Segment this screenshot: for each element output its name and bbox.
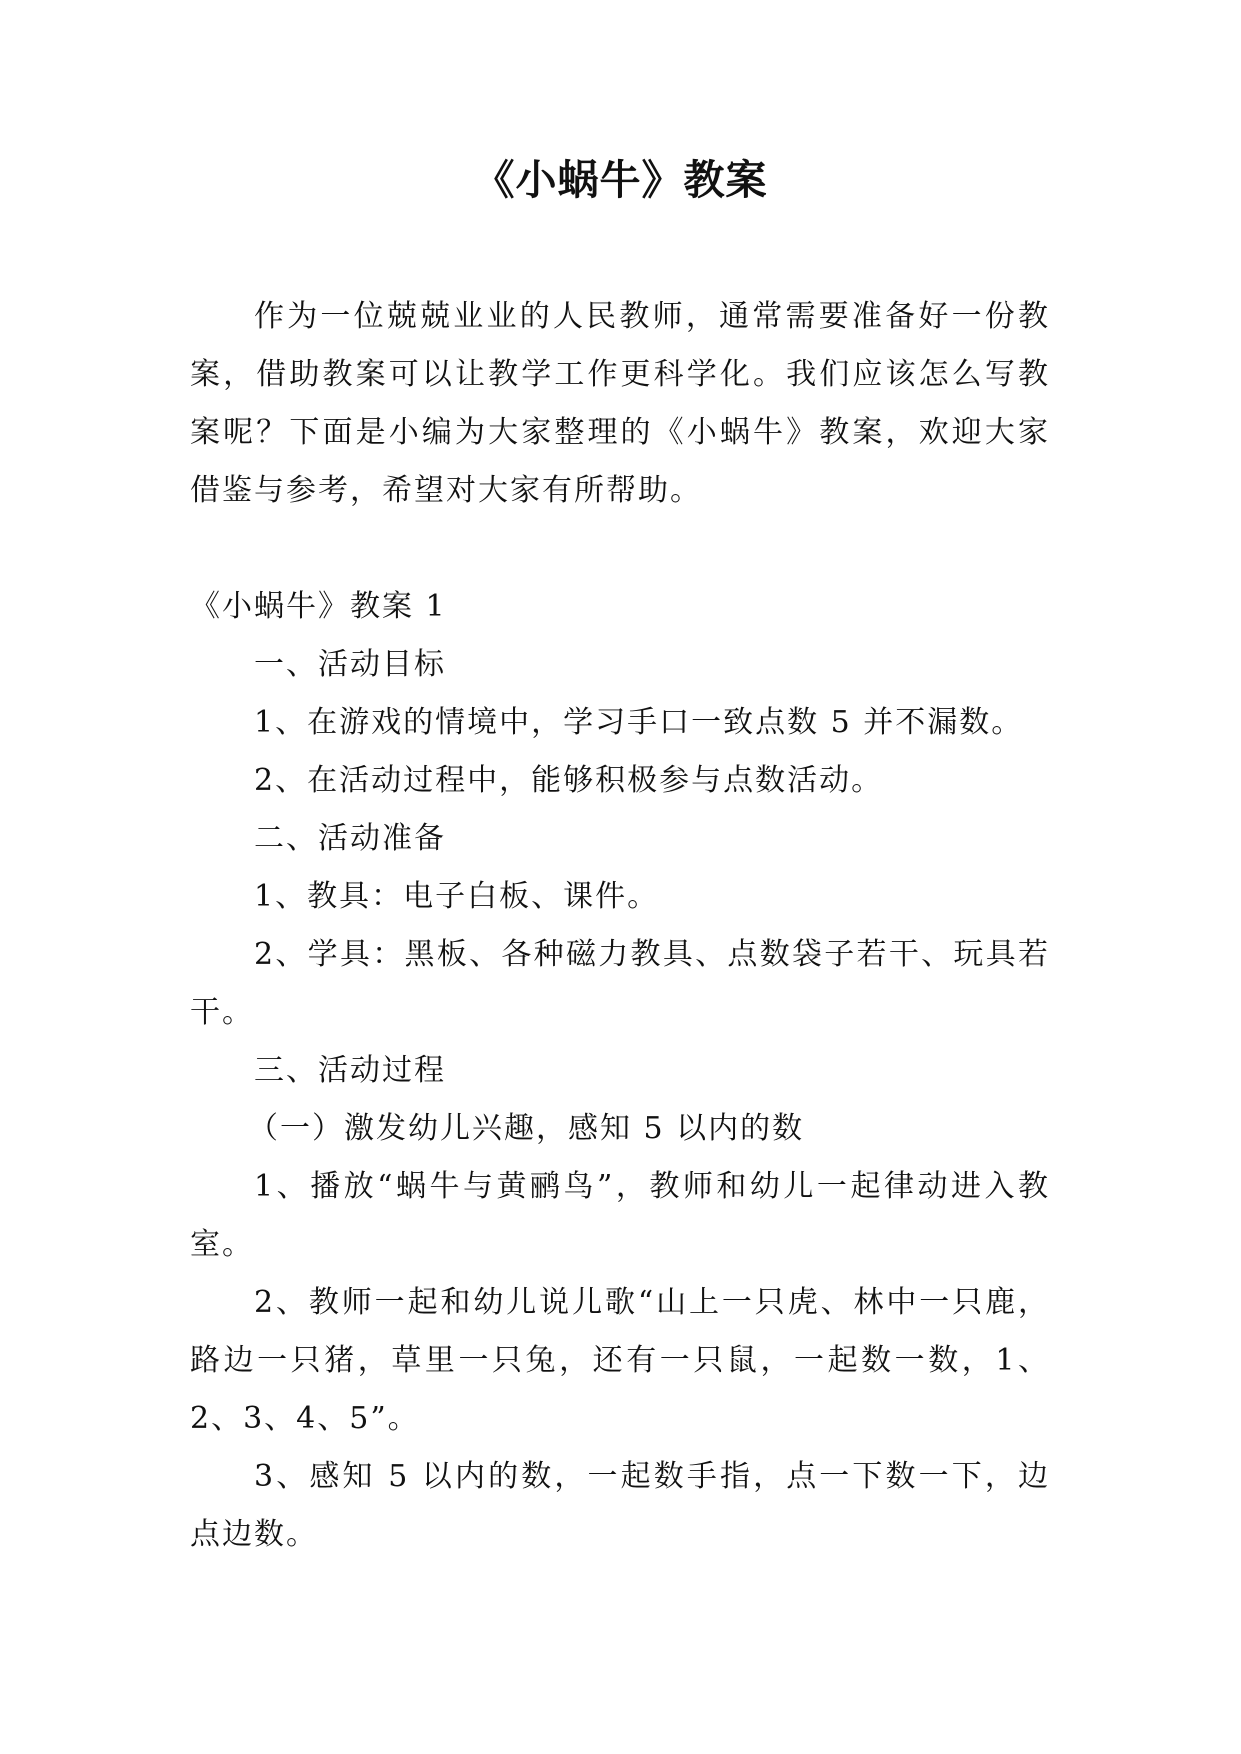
spacer (190, 520, 1050, 578)
prep-item-2: 2、学具：黑板、各种磁力教具、点数袋子若干、玩具若干。 (190, 937, 1050, 1030)
process-item-2: 2、教师一起和幼儿说儿歌“山上一只虎、林中一只鹿，路边一只猪，草里一只兔，还有一只鼠，一起数一数，1、2、3、4、5”。 (190, 1285, 1050, 1436)
process-item-1: 1、播放“蜗牛与黄鹂鸟”，教师和幼儿一起律动进入教室。 (190, 1169, 1050, 1262)
subheading-process-1: （一）激发幼儿兴趣，感知 5 以内的数 (248, 1111, 805, 1146)
heading-activity-goals: 一、活动目标 (254, 647, 446, 682)
heading-activity-process: 三、活动过程 (254, 1053, 446, 1088)
process-item-3: 3、感知 5 以内的数，一起数手指，点一下数一下，边点边数。 (190, 1459, 1050, 1552)
goal-item-2: 2、在活动过程中，能够积极参与点数活动。 (254, 763, 884, 798)
prep-item-1: 1、教具：电子白板、课件。 (254, 879, 660, 914)
document-body (190, 288, 1050, 1564)
goal-item-1: 1、在游戏的情境中，学习手口一致点数 5 并不漏数。 (254, 705, 1024, 740)
section-heading: 《小蜗牛》教案 1 (190, 589, 447, 624)
heading-activity-prep: 二、活动准备 (254, 821, 446, 856)
document-title: 《小蜗牛》教案 (473, 156, 768, 204)
intro-paragraph: 作为一位兢兢业业的人民教师，通常需要准备好一份教案，借助教案可以让教学工作更科学化。我们应该怎么写教案呢？下面是小编为大家整理的《小蜗牛》教案，欢迎大家借鉴与参考，希望对大家有所帮助。 (190, 299, 1050, 508)
